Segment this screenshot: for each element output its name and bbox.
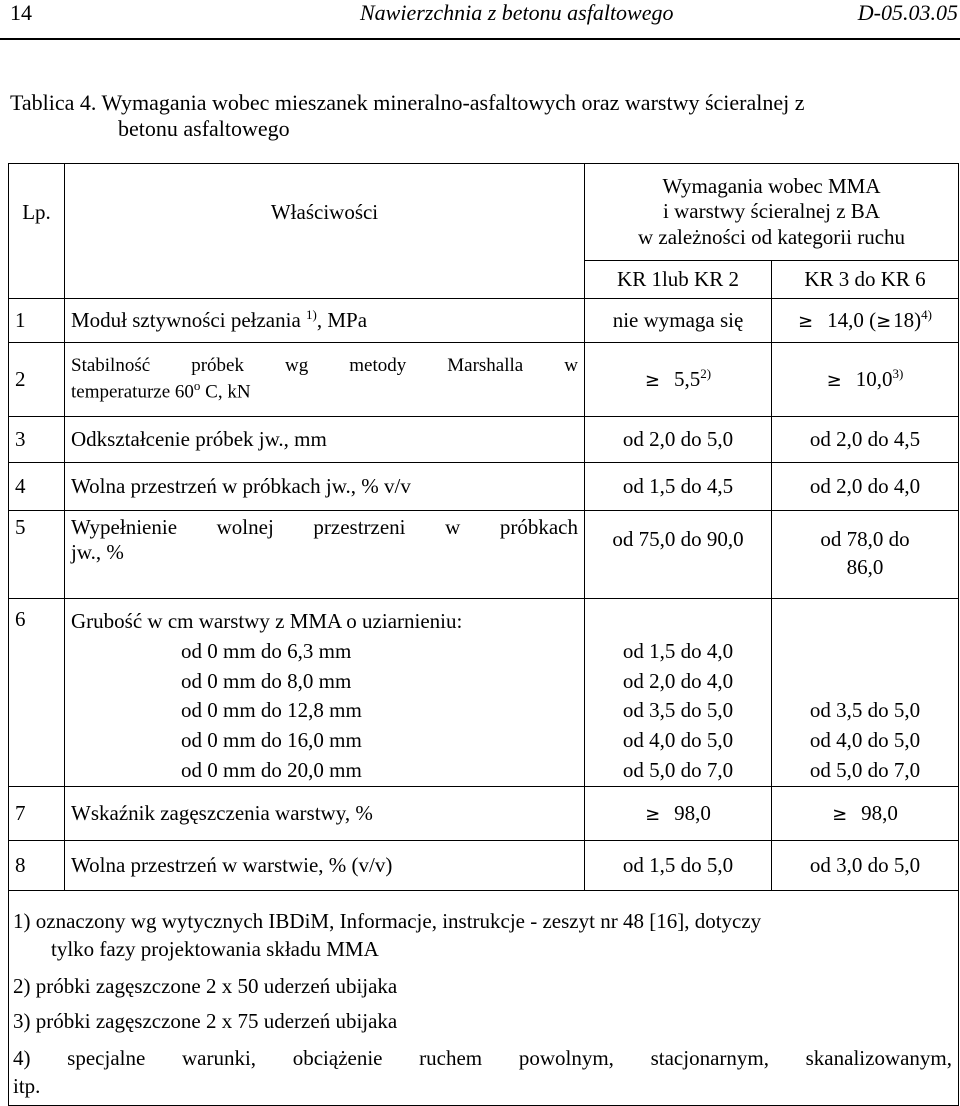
row-property: Grubość w cm warstwy z MMA o uziarnieniu: od 0 mm do 6,3 mm od 0 mm do 8,0 mm od 0 mm do 12,8 mm od 0 mm do 16,0 mm od 0 mm do 20,0 mm — [65, 599, 585, 787]
value-kr1-kr2: ≥ 98,0 — [585, 786, 772, 840]
value-kr3-kr6: ≥ 14,0 (≥18)$^{4)}$ — [772, 299, 959, 343]
geq-icon: ≥ — [876, 311, 892, 333]
caption-line-1: Tablica 4. Wymagania wobec mieszanek mineralno-asfaltowych oraz warstwy ścieralnej z — [10, 90, 805, 115]
value-kr3-kr6: od 3,0 do 5,0 — [772, 840, 959, 890]
row-property: Odkształcenie próbek jw., mm — [65, 417, 585, 463]
geq-icon: ≥ — [644, 370, 660, 392]
value-kr1-kr2: od 1,5 do 4,5 — [585, 463, 772, 511]
requirements-header: Wymagania wobec MMA i warstwy ścieralnej z BA w zależności od kategorii ruchu — [585, 164, 959, 261]
row-number: 7 — [9, 786, 65, 840]
value-kr1-kr2: nie wymaga się — [585, 299, 772, 343]
category-kr3-kr6: KR 3 do KR 6 — [772, 261, 959, 299]
row-number: 6 — [9, 599, 65, 787]
row-property: Wolna przestrzeń w próbkach jw., % v/v — [65, 463, 585, 511]
table-row — [9, 299, 959, 343]
value-kr1-kr2: od 1,5 do 5,0 — [585, 840, 772, 890]
table-row — [9, 511, 959, 599]
requirements-table — [8, 163, 959, 1106]
geq-icon: ≥ — [797, 311, 814, 333]
grading-label: od 0 mm do 12,8 mm — [181, 698, 362, 723]
footnotes — [9, 890, 959, 1105]
row-number: 3 — [9, 417, 65, 463]
footnote-1: 1) oznaczony wg wytycznych IBDiM, Informacje, instrukcje - zeszyt nr 48 [16], dotyczy tylko fazy projektowania składu MMA — [13, 908, 762, 962]
value-kr1-kr2: od 1,5 do 4,0 od 2,0 do 4,0 od 3,5 do 5,0 od 4,0 do 5,0 od 5,0 do 7,0 — [585, 599, 772, 787]
row-number: 2 — [9, 343, 65, 417]
value-kr3-kr6: od 78,0 do 86,0 — [772, 511, 959, 599]
row-number: 5 — [9, 511, 65, 599]
footnote-3: 3) próbki zagęszczone 2 x 75 uderzeń ubijaka — [13, 1008, 398, 1033]
value-kr3-kr6: ≥ $10,0^{3)}$ — [772, 343, 959, 417]
property-header: Właściwości — [65, 164, 585, 299]
value-kr1-kr2: od 75,0 do 90,0 — [585, 511, 772, 599]
value-kr3-kr6: od 2,0 do 4,0 — [772, 463, 959, 511]
caption-line-2: betonu asfaltowego — [118, 116, 290, 142]
grading-label: od 0 mm do 20,0 mm — [181, 758, 362, 783]
row-number: 1 — [9, 299, 65, 343]
table-row — [9, 417, 959, 463]
value-kr3-kr6: od 3,5 do 5,0 od 4,0 do 5,0 od 5,0 do 7,0 — [772, 599, 959, 787]
lp-header: Lp. — [9, 164, 65, 299]
value-kr3-kr6: od 2,0 do 4,5 — [772, 417, 959, 463]
header-rule — [0, 38, 960, 40]
table-row — [9, 840, 959, 890]
geq-icon: ≥ — [832, 803, 848, 825]
row-number: 8 — [9, 840, 65, 890]
value-kr1-kr2: ≥ $5,5^{2)}$ — [585, 343, 772, 417]
footnote-4: 4) specjalne warunki, obciążenie ruchem powolnym, stacjonarnym, skanalizowanym, itp. — [13, 1045, 953, 1099]
footnote-2: 2) próbki zagęszczone 2 x 50 uderzeń ubijaka — [13, 973, 398, 998]
value-kr1-kr2: od 2,0 do 5,0 — [585, 417, 772, 463]
row-property: Wskaźnik zagęszczenia warstwy, % — [65, 786, 585, 840]
page-number: 14 — [10, 0, 32, 25]
row-property: Moduł sztywności pełzania $^{1)}$, MPa — [65, 299, 585, 343]
table-row — [9, 599, 959, 787]
grading-label: od 0 mm do 16,0 mm — [181, 728, 362, 753]
running-title: Nawierzchnia z betonu asfaltowego — [360, 0, 674, 25]
document-code: D-05.03.05 — [857, 0, 958, 25]
geq-icon: ≥ — [826, 370, 842, 392]
geq-icon: ≥ — [645, 803, 661, 825]
table-row — [9, 343, 959, 417]
row-property: Wolna przestrzeń w warstwie, % (v/v) — [65, 840, 585, 890]
grading-label: od 0 mm do 6,3 mm — [181, 638, 352, 663]
row-property: Stabilność próbek wg metody Marshalla w temperaturze 60$^o$ C, kN — [65, 343, 585, 417]
grading-label: od 0 mm do 8,0 mm — [181, 668, 352, 693]
row-number: 4 — [9, 463, 65, 511]
footnotes-row — [9, 890, 959, 1105]
table-header-row — [9, 164, 959, 261]
value-kr3-kr6: ≥ 98,0 — [772, 786, 959, 840]
row-property: Wypełnienie wolnej przestrzeni w próbkach jw., % — [65, 511, 585, 599]
category-kr1-kr2: KR 1lub KR 2 — [585, 261, 772, 299]
table-row — [9, 786, 959, 840]
table-caption — [10, 90, 956, 143]
table-row — [9, 463, 959, 511]
